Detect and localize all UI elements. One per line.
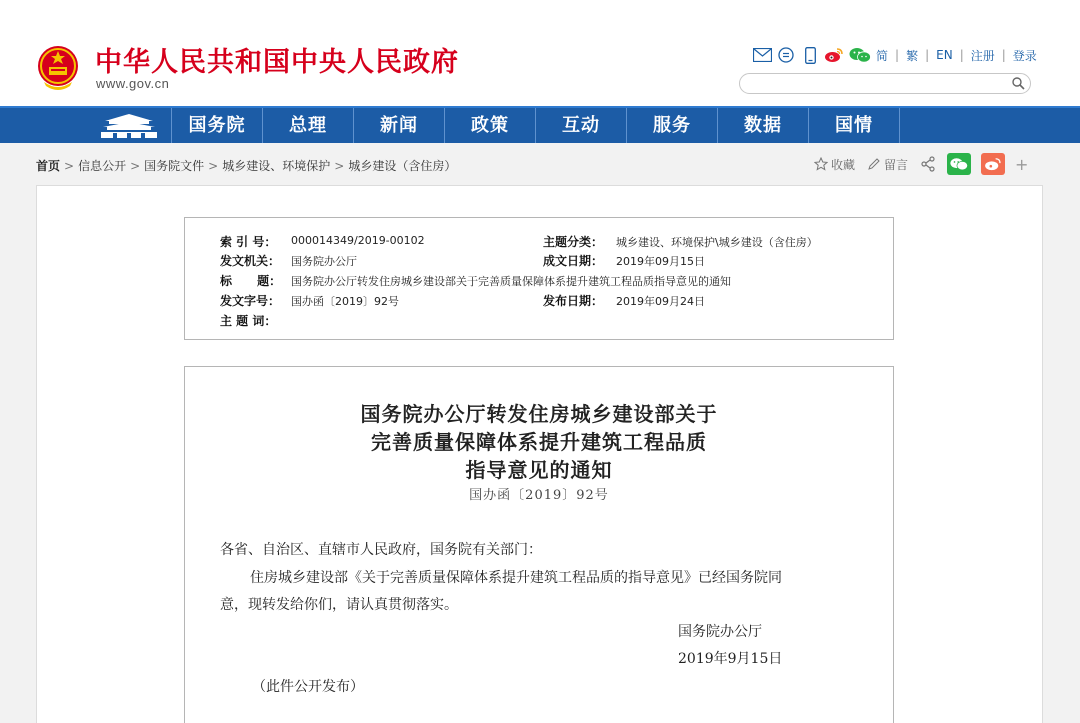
breadcrumb-state-council-docs-link[interactable]: 国务院文件 xyxy=(144,159,205,173)
publication-note: （此件公开发布） xyxy=(252,679,364,695)
nav-item-data[interactable]: 数据 xyxy=(718,108,809,143)
wechat-icon[interactable] xyxy=(848,46,872,64)
site-domain: www.gov.cn xyxy=(96,76,170,91)
pencil-icon xyxy=(867,157,881,171)
traditional-chinese-link[interactable]: 繁 xyxy=(906,48,919,63)
weibo-share-icon[interactable] xyxy=(981,153,1005,175)
title-value: 国务院办公厅转发住房城乡建设部关于完善质量保障体系提升建筑工程品质指导意见的通知 xyxy=(291,275,731,288)
document-metadata xyxy=(184,217,894,340)
national-emblem-icon[interactable] xyxy=(36,42,80,92)
more-share-button[interactable]: + xyxy=(1015,154,1029,174)
document-title-line-3: 指导意见的通知 xyxy=(465,458,613,482)
created-date-value: 2019年09月15日 xyxy=(616,255,705,268)
nav-item-premier[interactable]: 总理 xyxy=(263,108,354,143)
breadcrumb-urban-environment-link[interactable]: 城乡建设、环境保护 xyxy=(222,159,331,173)
index-label: 索 引 号： xyxy=(220,235,277,249)
breadcrumb-separator: > xyxy=(208,158,219,173)
mobile-icon[interactable] xyxy=(800,46,820,64)
breadcrumb-info-disclosure-link[interactable]: 信息公开 xyxy=(78,159,127,173)
published-date-label: 发布日期： xyxy=(543,294,604,308)
favorite-button[interactable] xyxy=(814,156,855,173)
paragraph-line-1: 住房城乡建设部《关于完善质量保障体系提升建筑工程品质的指导意见》已经国务院同 xyxy=(250,570,782,586)
document-title-line-2: 完善质量保障体系提升建筑工程品质 xyxy=(371,430,707,454)
weibo-icon[interactable] xyxy=(824,46,844,64)
breadcrumb xyxy=(36,157,456,174)
document-number: 国办函〔2019〕92号 xyxy=(469,488,609,503)
comment-label: 留言 xyxy=(884,157,909,172)
index-value: 000014349/2019-00102 xyxy=(291,234,425,247)
main-nav xyxy=(0,106,1080,143)
comment-button[interactable] xyxy=(867,156,908,173)
tool-separator: | xyxy=(895,48,900,62)
search-input[interactable] xyxy=(739,73,1031,94)
tool-separator: | xyxy=(1001,48,1006,62)
nav-home-button[interactable] xyxy=(86,108,172,143)
breadcrumb-urban-housing-link[interactable]: 城乡建设（含住房） xyxy=(348,159,457,173)
signing-date: 2019年9月15日 xyxy=(678,651,783,667)
nav-items xyxy=(172,108,900,143)
tiananmen-icon xyxy=(99,113,159,139)
top-tools xyxy=(752,46,1037,64)
breadcrumb-separator: > xyxy=(130,158,141,173)
login-link[interactable]: 登录 xyxy=(1012,48,1037,63)
breadcrumb-separator: > xyxy=(334,158,345,173)
title-label: 标 题： xyxy=(220,274,282,288)
nav-item-policy[interactable]: 政策 xyxy=(445,108,536,143)
breadcrumb-home-link[interactable]: 首页 xyxy=(36,159,61,173)
nav-item-national-info[interactable]: 国情 xyxy=(809,108,900,143)
nav-item-state-council[interactable]: 国务院 xyxy=(172,108,263,143)
published-date-value: 2019年09月24日 xyxy=(616,295,705,308)
site-header xyxy=(0,0,1080,106)
issuer-value: 国务院办公厅 xyxy=(291,255,357,268)
issuer-label: 发文机关： xyxy=(220,254,281,268)
simplified-chinese-link[interactable]: 简 xyxy=(876,48,889,63)
search-icon[interactable] xyxy=(1011,76,1026,91)
keywords-label: 主 题 词： xyxy=(220,314,277,328)
tool-separator: | xyxy=(925,48,930,62)
share-icon[interactable] xyxy=(920,156,939,172)
docno-label: 发文字号： xyxy=(220,294,281,308)
mail-icon[interactable] xyxy=(752,46,772,64)
site-title[interactable]: 中华人民共和国中央人民政府 xyxy=(95,47,459,78)
favorite-label: 收藏 xyxy=(831,157,856,172)
breadcrumb-separator: > xyxy=(64,158,75,173)
share-toolbar xyxy=(814,152,1040,176)
english-link[interactable]: EN xyxy=(936,48,953,62)
created-date-label: 成文日期： xyxy=(543,254,604,268)
salutation: 各省、自治区、直辖市人民政府，国务院有关部门： xyxy=(220,542,542,558)
nav-item-services[interactable]: 服务 xyxy=(627,108,718,143)
nav-item-news[interactable]: 新闻 xyxy=(354,108,445,143)
category-value: 城乡建设、环境保护\城乡建设（含住房） xyxy=(616,236,818,249)
chat-icon[interactable] xyxy=(776,46,796,64)
document-title-line-1: 国务院办公厅转发住房城乡建设部关于 xyxy=(360,402,718,426)
nav-item-interaction[interactable]: 互动 xyxy=(536,108,627,143)
wechat-share-icon[interactable] xyxy=(947,153,971,175)
docno-value: 国办函〔2019〕92号 xyxy=(291,295,399,308)
star-icon xyxy=(814,157,828,171)
paragraph-line-2: 意，现转发给你们，请认真贯彻落实。 xyxy=(220,597,458,613)
tool-separator: | xyxy=(959,48,964,62)
signer: 国务院办公厅 xyxy=(678,624,762,640)
register-link[interactable]: 注册 xyxy=(970,48,995,63)
category-label: 主题分类： xyxy=(543,235,604,249)
